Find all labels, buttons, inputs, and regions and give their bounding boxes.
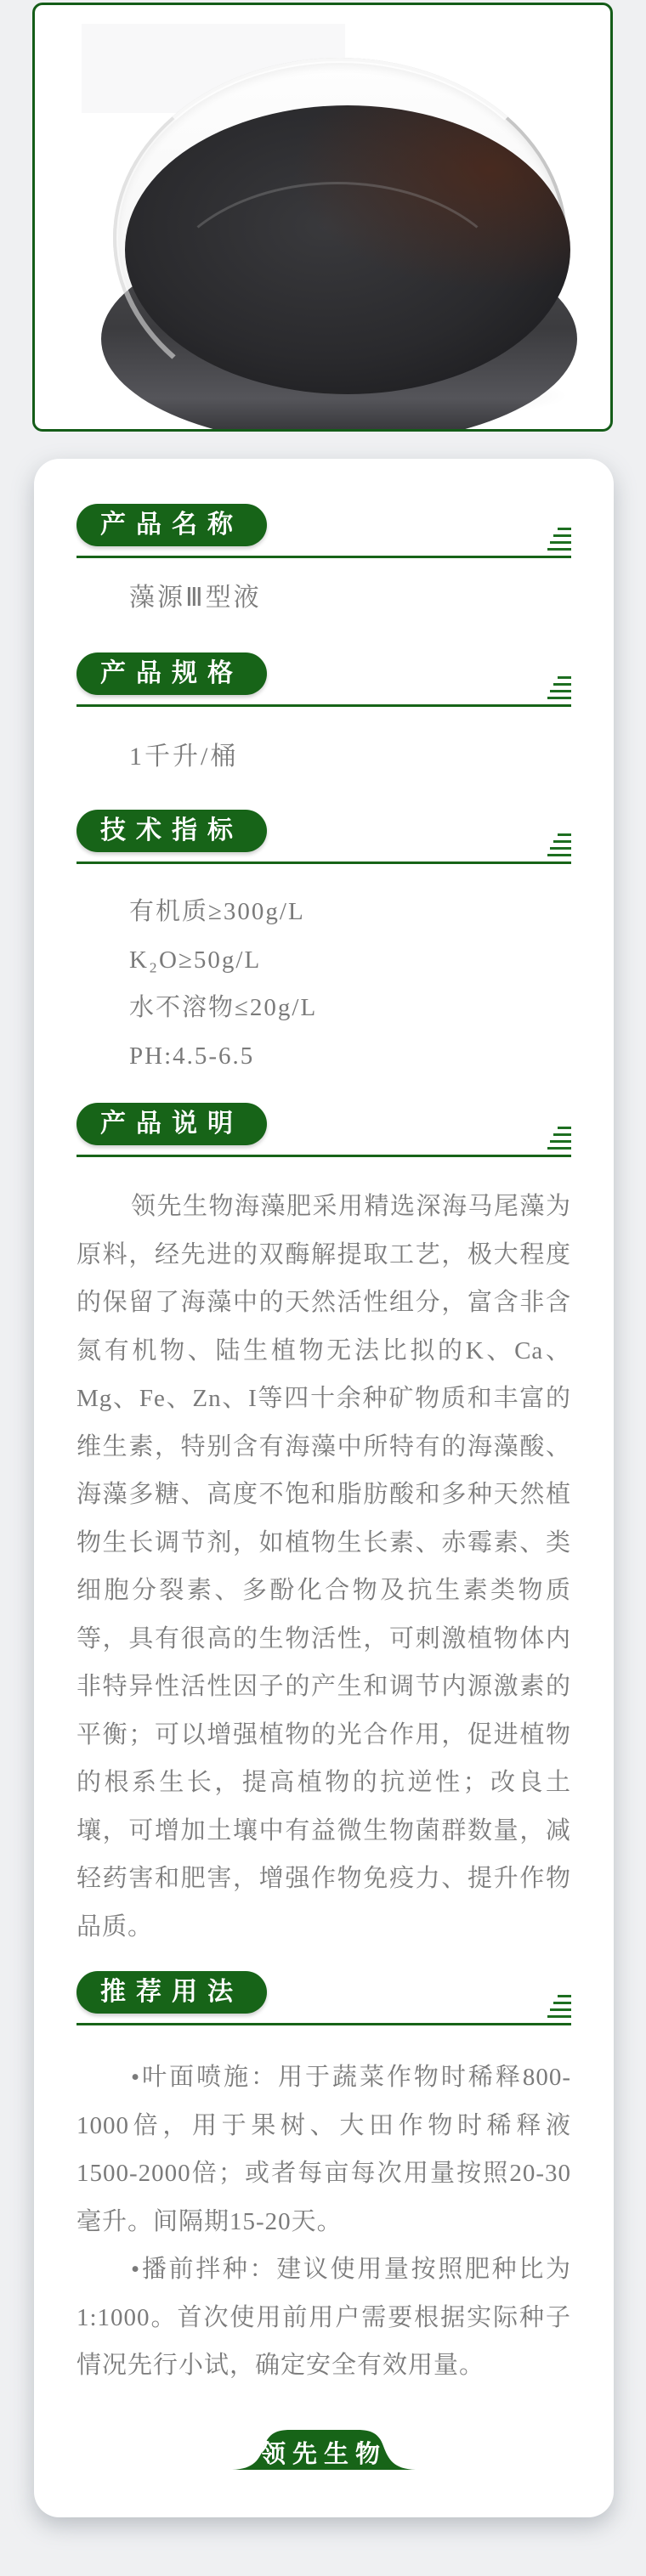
product-name-value: 藻源Ⅲ型液: [129, 584, 262, 612]
tech-spec-k2o: K₂O≥50g/L: [129, 946, 262, 974]
detail-lines-icon: [547, 676, 571, 699]
product-desc-paragraph: 领先生物海藻肥采用精选深海马尾藻为原料，经先进的双酶解提取工艺，极大程度的保留了海藻中的天然活性组分，富含非含氮有机物、陆生植物无法比拟的K、Ca、Mg、Fe、Zn、I等四十余种矿物质和丰富的维生素，特别含有海藻中所特有的海藻酸、海藻多糖、高度不饱和脂肪酸和多种天然植物生长调节剂，如植物生长素、赤霉素、类细胞分裂素、多酚化合物及抗生素类物质等，具有很高的生物活性，可刺激植物体内非特异性活性因子的产生和调节内源激素的平衡；可以增强植物的光合作用，促进植物的根系生长，提高植物的抗逆性；改良土壤，可增加土壤中有益微生物菌群数量，减轻药害和肥害，增强作物免疫力、提升作物品质。: [76, 1193, 571, 1940]
header-underline: [76, 704, 571, 707]
tech-spec-ph: PH:4.5-6.5: [129, 1042, 255, 1070]
section-title-badge: 技术指标: [76, 810, 267, 852]
tech-spec-organic-matter: 有机质≥300g/L: [129, 898, 305, 925]
tech-spec-insoluble: 水不溶物≤20g/L: [129, 994, 318, 1021]
section-header: [76, 1971, 571, 2025]
detail-lines-icon: [547, 833, 571, 856]
header-underline: [76, 1155, 571, 1157]
section-product-desc: [76, 1103, 571, 1951]
section-title-badge: 推荐用法: [76, 1971, 267, 2014]
section-header: [76, 504, 571, 558]
section-product-spec: [76, 652, 571, 771]
header-underline: [76, 2023, 571, 2025]
brand-ribbon: [232, 2429, 416, 2470]
section-usage: [76, 1971, 571, 2390]
tech-spec-list: [76, 888, 571, 1080]
section-tech-specs: [76, 810, 571, 1080]
section-header: [76, 1103, 571, 1157]
header-underline: [76, 861, 571, 864]
section-title-badge: 产品名称: [76, 504, 267, 546]
usage-foliar-spray-paragraph: •叶面喷施：用于蔬菜作物时稀释800-1000倍，用于果树、大田作物时稀释液1500-2000倍；或者每亩每次用量按照20-30毫升。间隔期15-20天。: [76, 2064, 571, 2235]
section-header: [76, 652, 571, 707]
detail-lines-icon: [547, 1127, 571, 1150]
product-spec-value: 1千升/桶: [129, 743, 239, 771]
section-header: [76, 810, 571, 864]
header-underline: [76, 556, 571, 558]
section-product-name: [76, 504, 571, 613]
usage-seed-mixing-paragraph: •播前拌种：建议使用量按照肥种比为1:1000。首次使用前用户需要根据实际种子情况先行小试，确定安全有效用量。: [76, 2256, 571, 2379]
usage-body: [76, 2053, 571, 2390]
brand-name: 领先生物: [260, 2440, 387, 2468]
content-card: [34, 459, 614, 2517]
detail-lines-icon: [547, 528, 571, 551]
section-title-badge: 产品规格: [76, 652, 267, 695]
glass-highlight: [113, 58, 567, 418]
section-title-badge: 产品说明: [76, 1103, 267, 1145]
detail-lines-icon: [547, 1995, 571, 2018]
product-photo-frame: [32, 3, 613, 432]
product-desc-body: [76, 1183, 571, 1951]
